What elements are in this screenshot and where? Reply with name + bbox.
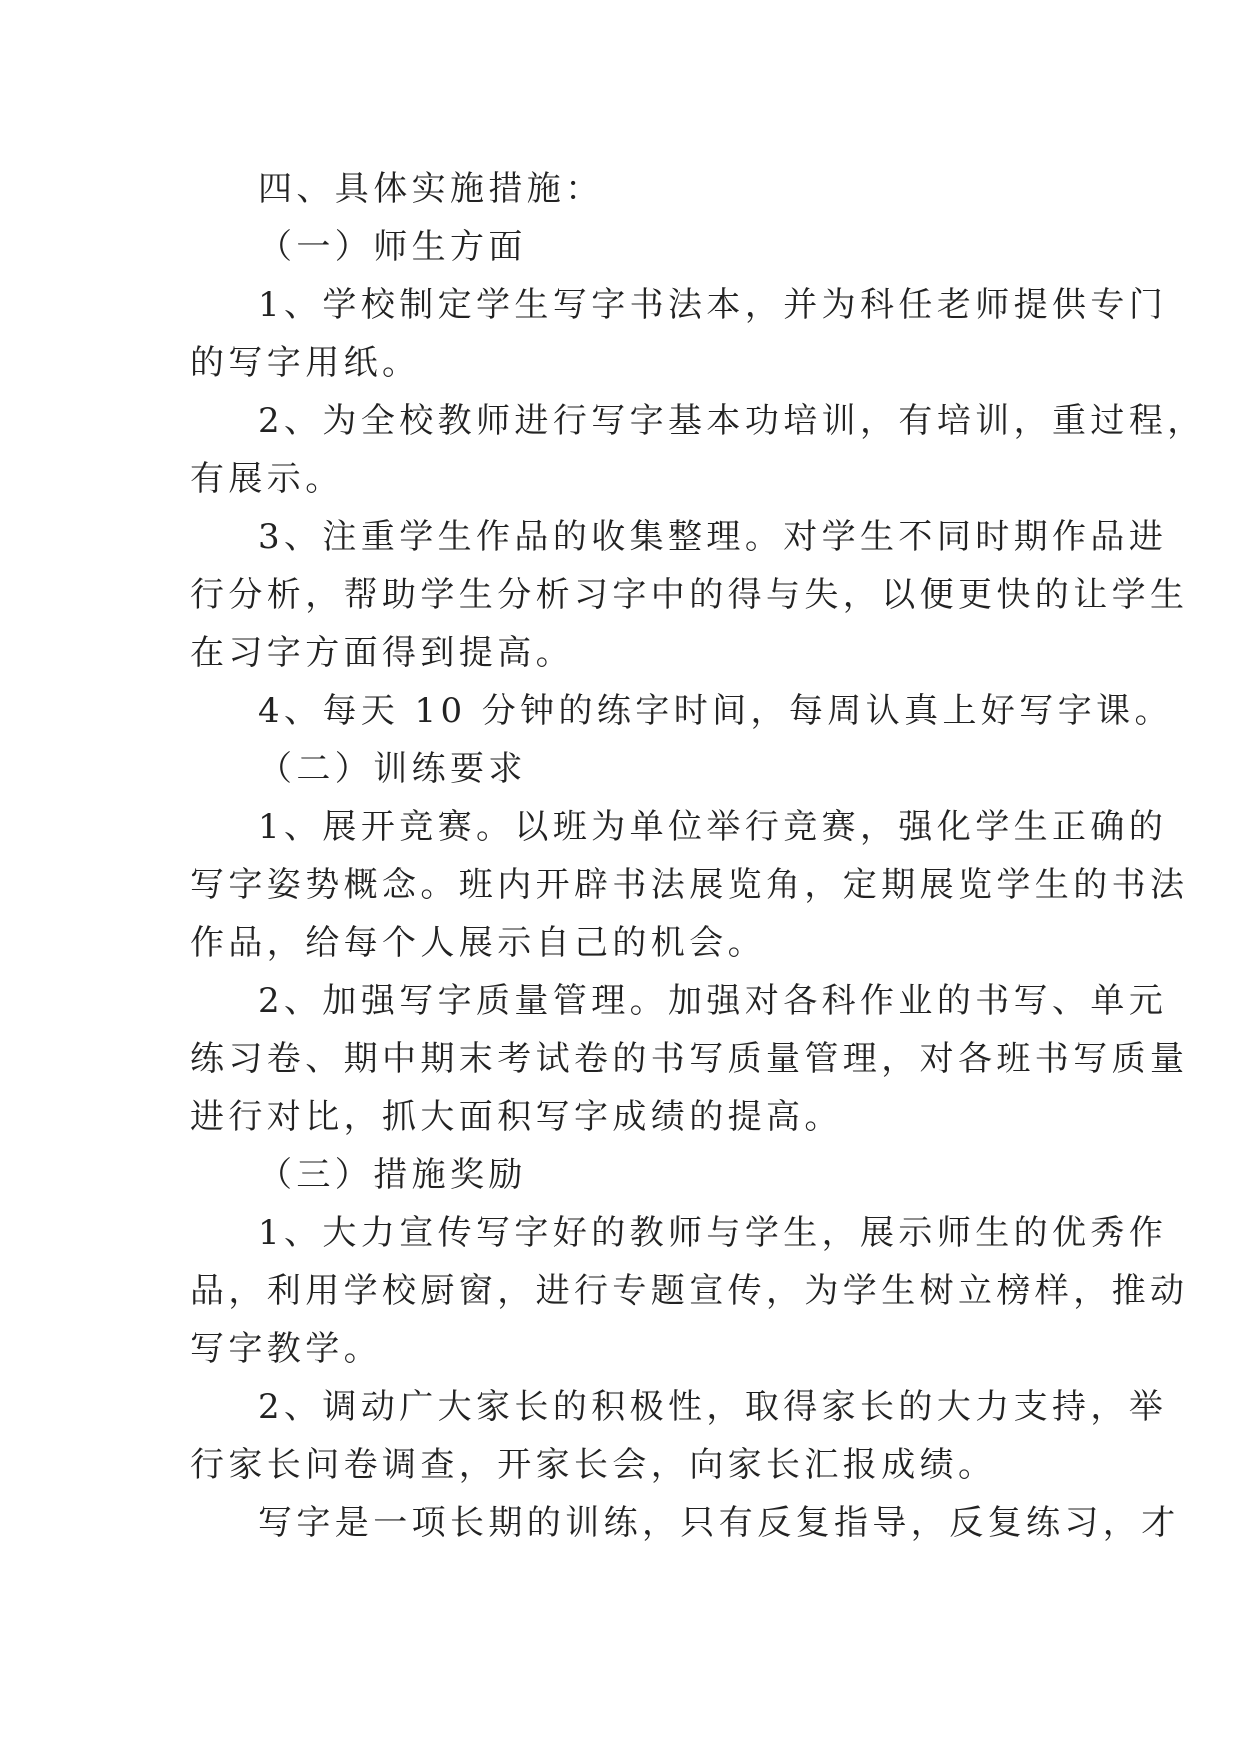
subsection-heading: （三）措施奖励 (258, 1155, 527, 1195)
paragraph-line: 进行对比，抓大面积写字成绩的提高。 (190, 1097, 843, 1137)
paragraph-line: 的写字用纸。 (190, 343, 421, 383)
paragraph-line: 作品，给每个人展示自己的机会。 (190, 923, 766, 963)
subsection-heading: （一）师生方面 (258, 227, 527, 267)
paragraph-line: 练习卷、期中期末考试卷的书写质量管理，对各班书写质量 (190, 1039, 1189, 1079)
paragraph-line: 3、注重学生作品的收集整理。对学生不同时期作品进 (258, 517, 1168, 557)
paragraph-line: 行分析，帮助学生分析习字中的得与失，以便更快的让学生 (190, 575, 1189, 615)
paragraph-line: 1、展开竞赛。以班为单位举行竞赛，强化学生正确的 (258, 807, 1168, 847)
paragraph-line: 4、每天 10 分钟的练字时间，每周认真上好写字课。 (258, 691, 1173, 731)
paragraph-line: 2、加强写字质量管理。加强对各科作业的书写、单元 (258, 981, 1168, 1021)
paragraph-line: 2、调动广大家长的积极性，取得家长的大力支持，举 (258, 1387, 1168, 1427)
paragraph-line: 写字姿势概念。班内开辟书法展览角，定期展览学生的书法 (190, 865, 1189, 905)
paragraph-line: 2、为全校教师进行写字基本功培训，有培训，重过程， (258, 401, 1206, 441)
paragraph-line: 品，利用学校厨窗，进行专题宣传，为学生树立榜样，推动 (190, 1271, 1189, 1311)
paragraph-line: 1、大力宣传写字好的教师与学生，展示师生的优秀作 (258, 1213, 1168, 1253)
paragraph-line: 1、学校制定学生写字书法本，并为科任老师提供专门 (258, 285, 1168, 325)
document-body (190, 160, 1206, 1552)
paragraph-line: 行家长问卷调查，开家长会，向家长汇报成绩。 (190, 1445, 997, 1485)
paragraph-line: 写字教学。 (190, 1329, 382, 1369)
section-heading: 四、具体实施措施： (258, 169, 604, 209)
subsection-heading: （二）训练要求 (258, 749, 527, 789)
paragraph-line: 在习字方面得到提高。 (190, 633, 574, 673)
paragraph-line: 写字是一项长期的训练，只有反复指导，反复练习，才 (258, 1503, 1180, 1543)
paragraph-line: 有展示。 (190, 459, 344, 499)
